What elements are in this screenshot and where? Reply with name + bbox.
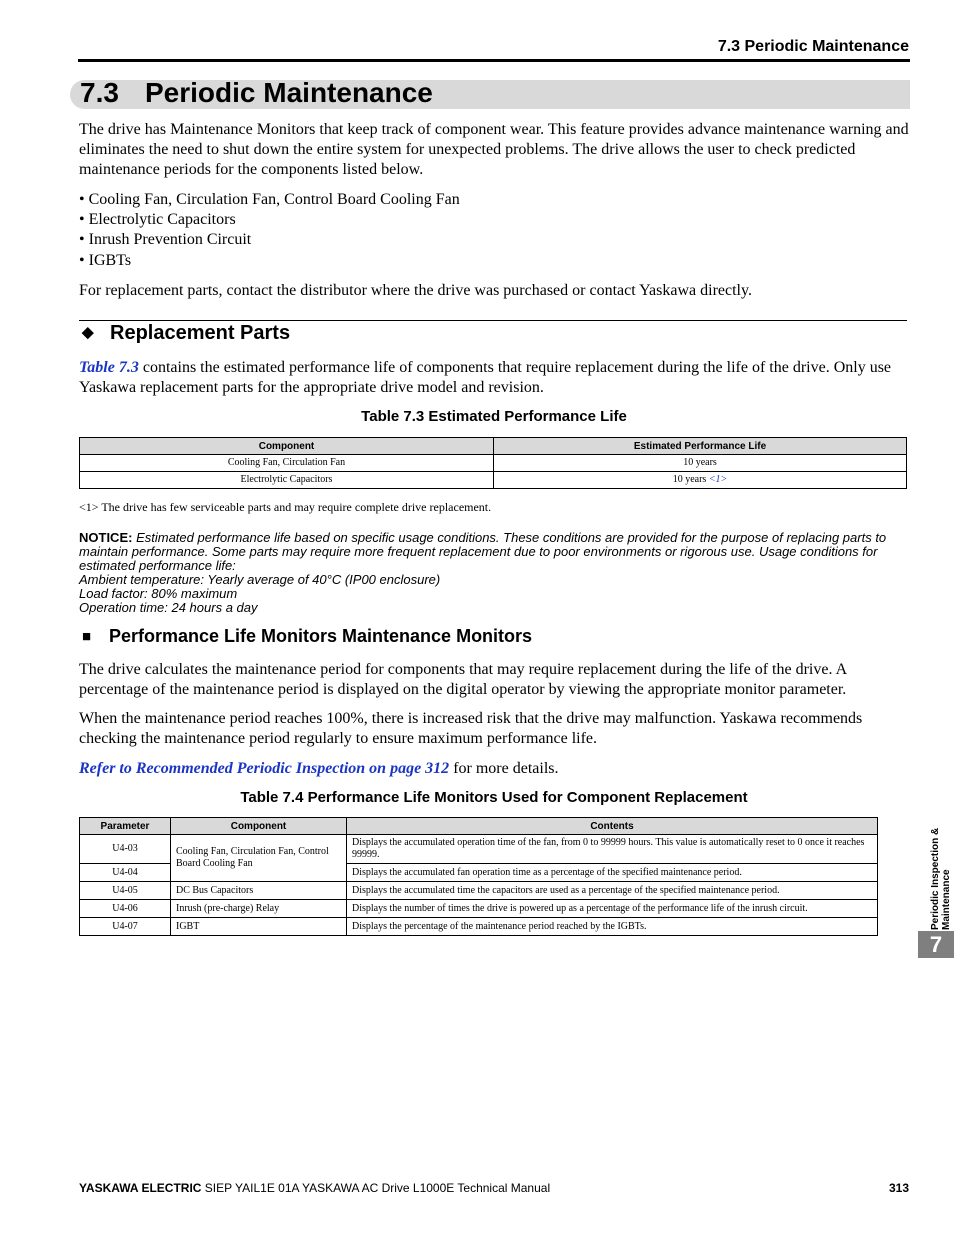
replacement-note: For replacement parts, contact the distributor where the drive was purchased or contact Yaskawa directly.: [79, 282, 752, 299]
table-7-3: [79, 437, 907, 489]
recommended-inspection-link[interactable]: Refer to Recommended Periodic Inspection on page 312: [79, 760, 450, 777]
bullet-text: Electrolytic Capacitors: [88, 211, 236, 228]
column-header: Component: [171, 818, 347, 835]
running-header: 7.3 Periodic Maintenance: [717, 38, 909, 55]
contents-cell: Displays the accumulated operation time of the fan, from 0 to 99999 hours. This value is automatically reset to 0 once it reaches 99999.: [347, 835, 878, 864]
column-header: Component: [80, 438, 494, 455]
table-row: [80, 455, 907, 472]
component-cell: DC Bus Capacitors: [171, 882, 347, 900]
section-title-text: Periodic Maintenance: [145, 77, 433, 108]
section-number: 7.3: [80, 77, 119, 108]
footer-doc-info: [79, 1181, 550, 1195]
page-number: 313: [888, 1181, 909, 1195]
component-cell: Cooling Fan, Circulation Fan: [80, 455, 494, 472]
parameter-cell: U4-06: [80, 900, 171, 918]
column-header: Contents: [347, 818, 878, 835]
footnote: <1> The drive has few serviceable parts and may require complete drive replacement.: [79, 500, 492, 514]
bullet-text: Inrush Prevention Circuit: [88, 231, 252, 248]
table-row: [80, 900, 878, 918]
section-title: [80, 77, 433, 109]
table-7-3-link[interactable]: Table 7.3: [79, 359, 139, 376]
chapter-tab-number: 7: [918, 931, 954, 958]
parameter-cell: U4-04: [80, 864, 171, 882]
chapter-tab-label: Periodic Inspection & Maintenance: [930, 827, 952, 930]
refer-paragraph: [79, 759, 909, 779]
contents-cell: Displays the number of times the drive is powered up as a percentage of the performance life of the inrush circuit.: [347, 900, 878, 918]
list-item: • Inrush Prevention Circuit: [79, 231, 252, 248]
component-cell: Cooling Fan, Circulation Fan, Control Board Cooling Fan: [171, 835, 347, 882]
footer-brand: YASKAWA ELECTRIC: [79, 1181, 202, 1195]
notice-block: [79, 531, 909, 615]
replacement-parts-heading: [82, 322, 290, 345]
table-header-row: [80, 818, 878, 835]
monitors-paragraph-1: The drive calculates the maintenance period for components that may require replacement during the life of the drive. A percentage of the maintenance period is displayed on the digital operator by viewing the appropriate monitor parameter.: [79, 661, 847, 698]
monitors-heading: [82, 626, 532, 647]
monitors-paragraph-2: When the maintenance period reaches 100%, there is increased risk that the drive may malfunction. Yaskawa recommends checking the maintenance period regularly to ensure maximum performance life.: [79, 710, 863, 747]
bullet-text: Cooling Fan, Circulation Fan, Control Board Cooling Fan: [88, 191, 460, 208]
table-row: [80, 918, 878, 936]
life-cell: [494, 472, 907, 489]
square-bullet-icon: ■: [82, 628, 92, 645]
column-header: Estimated Performance Life: [494, 438, 907, 455]
notice-line: Load factor: 80% maximum: [79, 586, 238, 601]
replacement-parts-text: contains the estimated performance life of components that require replacement during the life of the drive. Only use Yaskawa replacement parts for the appropriate drive model and revision.: [79, 359, 892, 396]
table-row: [80, 835, 878, 864]
column-header: Parameter: [80, 818, 171, 835]
table-header-row: [80, 438, 907, 455]
table-7-3-caption: Table 7.3 Estimated Performance Life: [361, 408, 627, 425]
replacement-parts-paragraph: [79, 358, 909, 398]
diamond-icon: ◆: [82, 324, 94, 341]
refer-tail-text: for more details.: [449, 760, 559, 777]
parameter-cell: U4-03: [80, 835, 171, 864]
table-7-4: [79, 817, 878, 936]
component-cell: Inrush (pre-charge) Relay: [171, 900, 347, 918]
notice-text: Estimated performance life based on specific usage conditions. These conditions are provided for the purpose of replacing parts to maintain performance. Some parts may require more frequent replacement due to poor environments or rigorous use. Usage conditions for estimated performance life:: [79, 530, 887, 573]
contents-cell: Displays the accumulated time the capacitors are used as a percentage of the specified maintenance period.: [347, 882, 878, 900]
component-cell: IGBT: [171, 918, 347, 936]
list-item: • Electrolytic Capacitors: [79, 211, 236, 228]
bullet-text: IGBTs: [88, 252, 132, 269]
contents-cell: Displays the percentage of the maintenance period reached by the IGBTs.: [347, 918, 878, 936]
notice-line: Ambient temperature: Yearly average of 40°C (IP00 enclosure): [79, 572, 441, 587]
monitors-heading-text: Performance Life Monitors Maintenance Monitors: [109, 626, 533, 646]
table-row: [80, 472, 907, 489]
table-7-4-caption: Table 7.4 Performance Life Monitors Used for Component Replacement: [240, 789, 748, 806]
component-cell: Electrolytic Capacitors: [80, 472, 494, 489]
parameter-cell: U4-05: [80, 882, 171, 900]
list-item: • IGBTs: [79, 252, 132, 269]
footer-doc-title: SIEP YAIL1E 01A YASKAWA AC Drive L1000E Technical Manual: [201, 1181, 551, 1195]
parameter-cell: U4-07: [80, 918, 171, 936]
notice-line: Operation time: 24 hours a day: [79, 600, 258, 615]
life-cell: 10 years: [494, 455, 907, 472]
intro-paragraph: The drive has Maintenance Monitors that keep track of component wear. This feature provides advance maintenance warning and eliminates the need to shut down the entire system for unexpected problems. The drive allows the user to check predicted maintenance periods for the components listed below.: [79, 121, 909, 178]
section-title-band: [70, 77, 910, 109]
header-rule: [78, 59, 910, 62]
footnote-ref-link[interactable]: <1>: [708, 474, 728, 485]
contents-cell: Displays the accumulated fan operation time as a percentage of the specified maintenance period.: [347, 864, 878, 882]
notice-label: NOTICE:: [79, 530, 133, 545]
subsection-rule: [79, 320, 907, 321]
list-item: • Cooling Fan, Circulation Fan, Control Board Cooling Fan: [79, 191, 460, 208]
replacement-parts-heading-text: Replacement Parts: [110, 322, 291, 344]
table-row: [80, 882, 878, 900]
life-value: 10 years: [672, 474, 707, 485]
